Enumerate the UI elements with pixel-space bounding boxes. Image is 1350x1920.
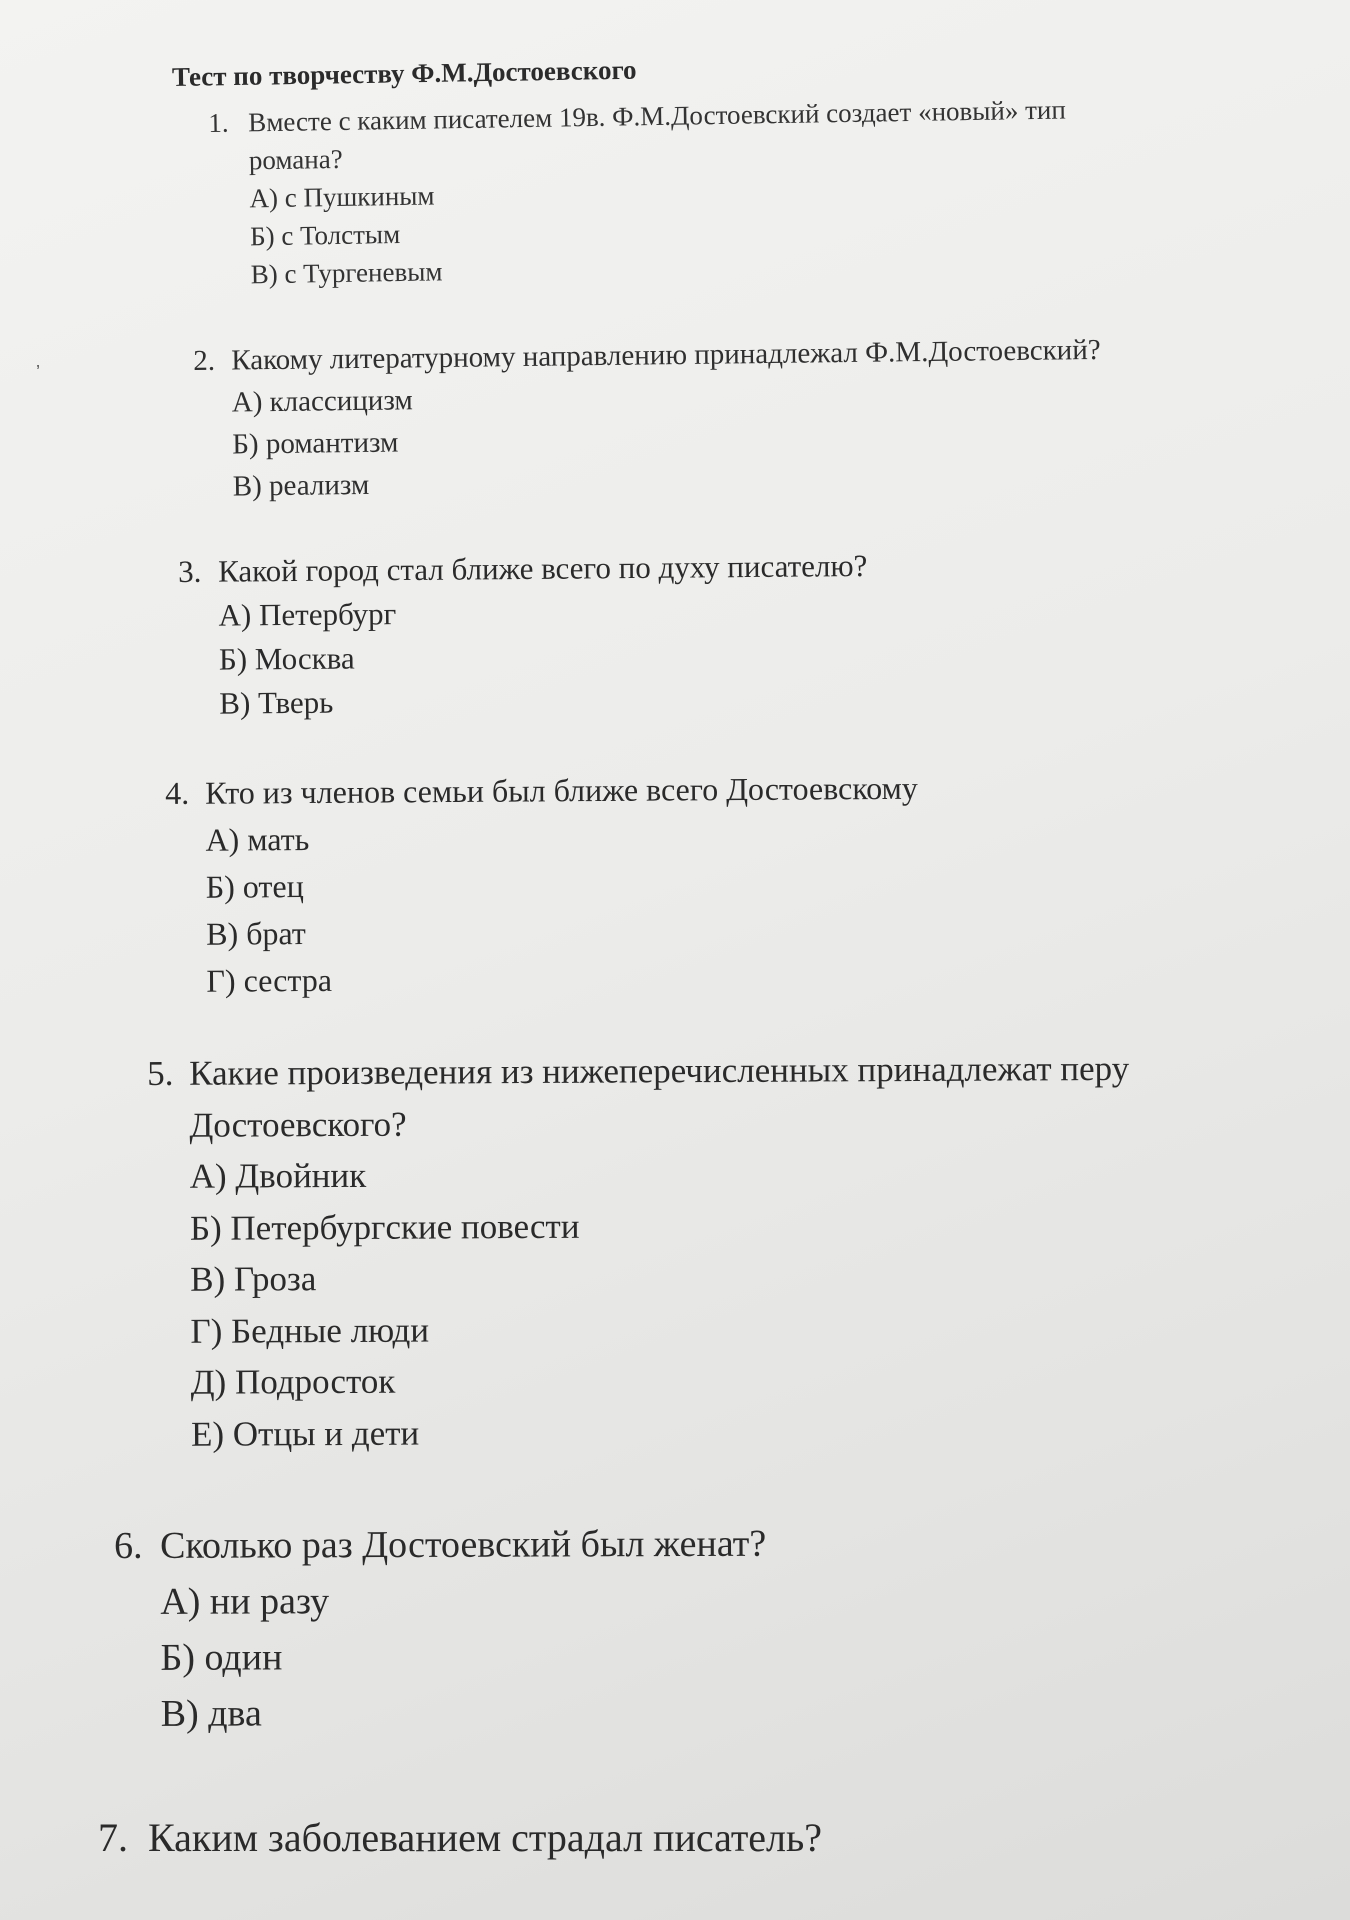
question-5-option-c: В) Гроза <box>190 1259 317 1299</box>
question-4-number: 4. <box>165 774 190 811</box>
question-7-text: Каким заболеванием страдал писатель? <box>148 1815 823 1860</box>
question-3-line <box>178 544 867 594</box>
question-2-number: 2. <box>193 344 216 377</box>
question-5-text-line-2: Достоевского? <box>189 1104 407 1145</box>
question-5-option-f: Е) Отцы и дети <box>190 1413 420 1454</box>
question-6-option-c: В) два <box>160 1692 262 1735</box>
question-4-option-c: В) брат <box>206 915 306 952</box>
question-7-line <box>98 1810 822 1866</box>
question-6-text: Сколько раз Достоевский был женат? <box>160 1522 767 1567</box>
question-5-option-d: Г) Бедные люди <box>190 1310 430 1351</box>
question-4 <box>165 765 919 1005</box>
question-3-text: Какой город стал ближе всего по духу писателю? <box>218 547 868 589</box>
question-3-option-c: В) Тверь <box>219 684 334 721</box>
question-1-option-a: А) с Пушкиным <box>249 180 435 214</box>
question-7-number: 7. <box>98 1815 128 1860</box>
question-6-option-a: А) ни разу <box>160 1580 330 1623</box>
question-1-option-c: В) с Тургеневым <box>250 256 443 290</box>
question-5 <box>147 1043 1131 1460</box>
question-5-number: 5. <box>147 1053 174 1093</box>
question-4-text: Кто из членов семьи был ближе всего Достоевскому <box>205 769 918 811</box>
question-6 <box>114 1516 767 1742</box>
margin-mark: ’ <box>36 362 40 382</box>
question-2-option-c: В) реализм <box>232 468 370 503</box>
question-5-line-1 <box>147 1043 1129 1100</box>
question-3-number: 3. <box>178 553 202 589</box>
question-2-text: Какому литературному направлению принадлежал Ф.М.Достоевский? <box>231 333 1101 377</box>
question-6-number: 6. <box>114 1524 143 1567</box>
page-title: Тест по творчеству Ф.М.Достоевского <box>171 54 637 92</box>
question-2-option-a: А) классицизм <box>231 384 413 419</box>
question-1-text-line-1: Вместе с каким писателем 19в. Ф.М.Достоевский создает «новый» тип <box>248 94 1067 138</box>
question-6-line <box>114 1516 766 1574</box>
question-5-option-b: Б) Петербургские повести <box>189 1206 580 1248</box>
question-5-option-e: Д) Подросток <box>190 1361 396 1402</box>
question-3 <box>178 544 869 726</box>
question-5-option-a: А) Двойник <box>189 1155 367 1196</box>
question-5-text-line-1: Какие произведения из нижеперечисленных принадлежат перу <box>189 1048 1130 1093</box>
question-4-option-d: Г) сестра <box>206 961 333 999</box>
question-6-option-b: Б) один <box>160 1636 283 1679</box>
question-4-option-a: А) мать <box>205 820 310 858</box>
question-1-number: 1. <box>208 107 229 138</box>
question-1-text-line-2: романа? <box>248 143 343 176</box>
question-3-option-b: Б) Москва <box>218 640 355 677</box>
question-7 <box>98 1810 822 1866</box>
question-2 <box>193 329 1102 508</box>
question-4-line <box>165 765 918 817</box>
question-1 <box>208 91 1068 294</box>
question-3-option-a: А) Петербург <box>218 596 397 633</box>
question-4-option-b: Б) отец <box>205 868 304 905</box>
question-1-option-b: Б) с Толстым <box>249 218 401 252</box>
question-2-option-b: Б) романтизм <box>232 426 399 461</box>
